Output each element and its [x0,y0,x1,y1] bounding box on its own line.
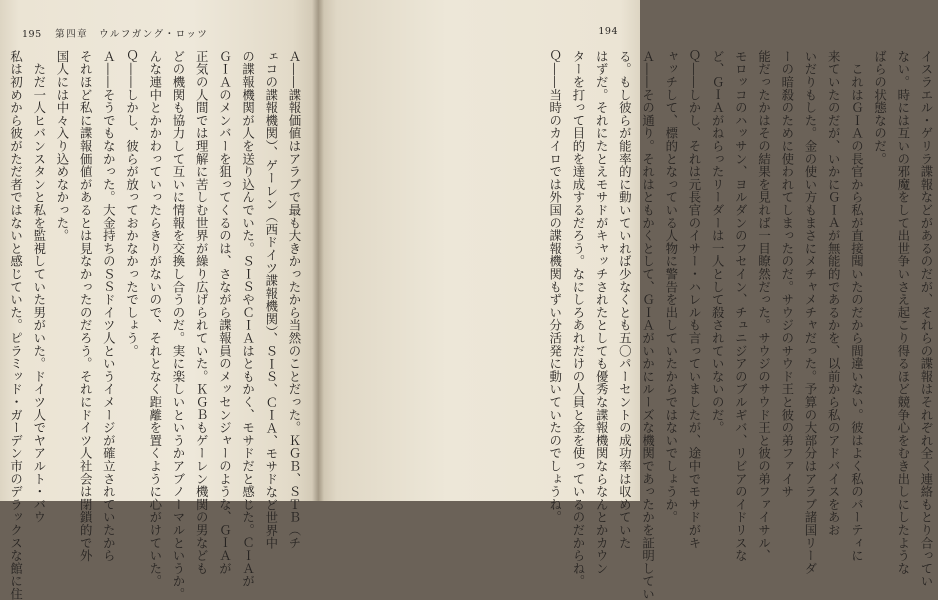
text-line: 能だったかはその結果を見れば一目瞭然だった。サウジのサウド王と彼の弟ファイサル、 [756,50,772,562]
text-line: ない。時には互いの邪魔をして出世争いさえ起こり得るほど競争心をむき出しにしたような [895,50,911,575]
left-page-body [8,50,306,600]
text-line: ーの暗殺のために使われてしまったのだ。サウジのサウド王と彼の弟ファイサ [779,50,795,498]
running-head: 第四章 ウルフガング・ロッツ [55,29,209,40]
right-page-header [598,26,618,37]
text-line: ただ一人ヒバンスタンと私を監視していた男がいた。ドイツ人でヤアルト・バウ [31,50,47,524]
right-page-body [547,50,938,600]
text-line: 来ていたのだが、いかにＧＩＡが無能的であるかを、以前から私のアドバイスをあお [826,50,842,537]
text-line: Ｑ――しかし、彼らが放っておかなかったでしょう。 [124,50,140,358]
text-line: の諜報機関が人を送り込んでいた。ＳＩＳやＣＩＡはともかく、モサドだと感じた。ＣＩＡが [240,50,256,588]
right-page [318,0,934,600]
text-line [0,50,4,480]
text-line: る。もし彼らが能率的に動いていれば少なくとも五〇パーセントの成功率は収めていた [617,50,633,550]
text-line: イスラエル・ゲリラ諜報などがあるのだが、それらの諜報はそれぞれ全く連絡もとり合ってい [919,50,934,588]
text-line: Ｑ――しかし、それは元長官のイサー・ハレルも言っていましたが、途中でモサドがキ [686,50,702,550]
left-page-header [22,26,208,40]
text-line: Ａ――その通り。それはともかくとして、ＧＩＡがいかにルーズな機関であったかを証明してい [640,50,656,600]
text-line: 正気の人間では理解に苦しむ世界が繰り広げられていた。ＫＧＢもゲーレン機関の男なども [194,50,210,575]
text-line: 私は初めから彼がただ者ではないと感じていた。ピラミッド・ガーデン市のデラックスな館に住 [8,50,24,600]
text-line: これはＧＩＡの長官から私が直接聞いたのだから間違いない。彼はよく私のパーティに [849,50,865,562]
text-line: んな連中とかかわっていったらきりがないので、それとなく距離を置くように心がけていた。 [147,50,163,588]
text-line: ばらの状態なのだ。 [872,50,888,166]
text-line: Ａ――諜報価値はアラブで最も大きかったから当然のことだった。ＫＧＢ、ＳＴＢ（チ [287,50,302,550]
text-line: どの機関も協力して互いに情報を交換し合うのだ。実に楽しいというかアブノーマルというか。 [170,50,186,600]
left-page-number: 195 [22,29,42,40]
right-page-number: 194 [598,26,618,37]
text-line: はずだ。それにたとえモサドがキャッチされたとしても優秀な諜報機関ならなんとかカウン [594,50,610,575]
text-line: Ａ――そうでもなかった。大金持ちのＳＳドイツ人というイメージが確立されていたから [101,50,117,562]
text-line: いだりもした。金の使い方もまさにメチャメチャだった。予算の大部分はアラブ諸国リーダ [802,50,818,575]
left-page [0,0,318,600]
text-line: ェコの諜報機関）、ゲーレン（西ドイツ諜報機関）、ＳＩＳ、ＣＩＡ、モサドなど世界中 [263,50,279,550]
text-line: ＧＩＡのメンバーを狙ってくるのは、さながら諜報員のメッセンジャーのような、ＧＩＡが [217,50,233,575]
text-line: ャッチして、標的となっている人物に警告を出していたからではないでしょうか。 [663,50,679,524]
text-line: 国人には中々入り込めなかった。 [54,50,70,242]
text-line: ど、ＧＩＡがねらったリーダーは一人として殺されていないのだ。 [710,50,726,434]
text-line: それほど私に諜報価値があるとは見なかったのだろう。それにドイツ人社会は閉鎖的で外 [78,50,94,562]
text-line: ターを打って目的を達成するだろう。なにしろあれだけの人員と金を使っているのだからね。 [570,50,586,588]
text-line: Ｑ――当時のカイロでは外国の諜報機関もずい分活発に動いていたのでしょうね。 [547,50,563,524]
text-line: モロッコのハッサン、ヨルダンのフセイン、チュニジアのブルギバ、リビアのイドリスな [733,50,749,562]
